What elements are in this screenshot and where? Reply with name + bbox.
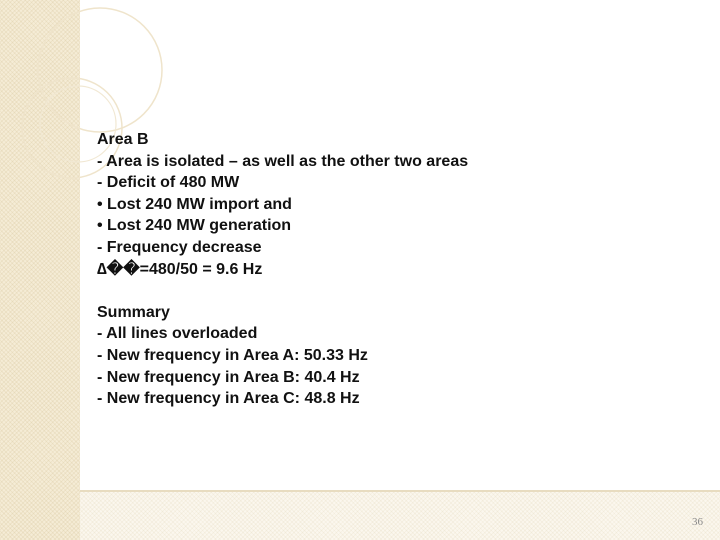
footer-band xyxy=(80,492,720,540)
summary-line: - All lines overloaded xyxy=(97,325,258,343)
area-b-line: - Area is isolated – as well as the other two areas xyxy=(97,152,469,170)
decorative-circle-large xyxy=(38,8,162,132)
area-b-line: - Deficit of 480 MW xyxy=(97,174,240,192)
area-b-line: • Lost 240 MW generation xyxy=(97,217,292,235)
area-b-heading: Area B xyxy=(97,131,149,148)
summary-line: - New frequency in Area B: 40.4 Hz xyxy=(97,368,360,386)
area-b-line: - Frequency decrease xyxy=(97,238,262,256)
summary-heading: Summary xyxy=(97,303,170,321)
page-number: 36 xyxy=(692,516,703,528)
summary-line: - New frequency in Area C: 48.8 Hz xyxy=(97,390,360,408)
slide-body xyxy=(97,129,697,410)
area-b-line: • Lost 240 MW import and xyxy=(97,195,292,213)
area-b-line: ∆��=480/50 = 9.6 Hz xyxy=(97,260,263,278)
summary-line: - New frequency in Area A: 50.33 Hz xyxy=(97,346,368,364)
section-gap xyxy=(97,280,697,302)
